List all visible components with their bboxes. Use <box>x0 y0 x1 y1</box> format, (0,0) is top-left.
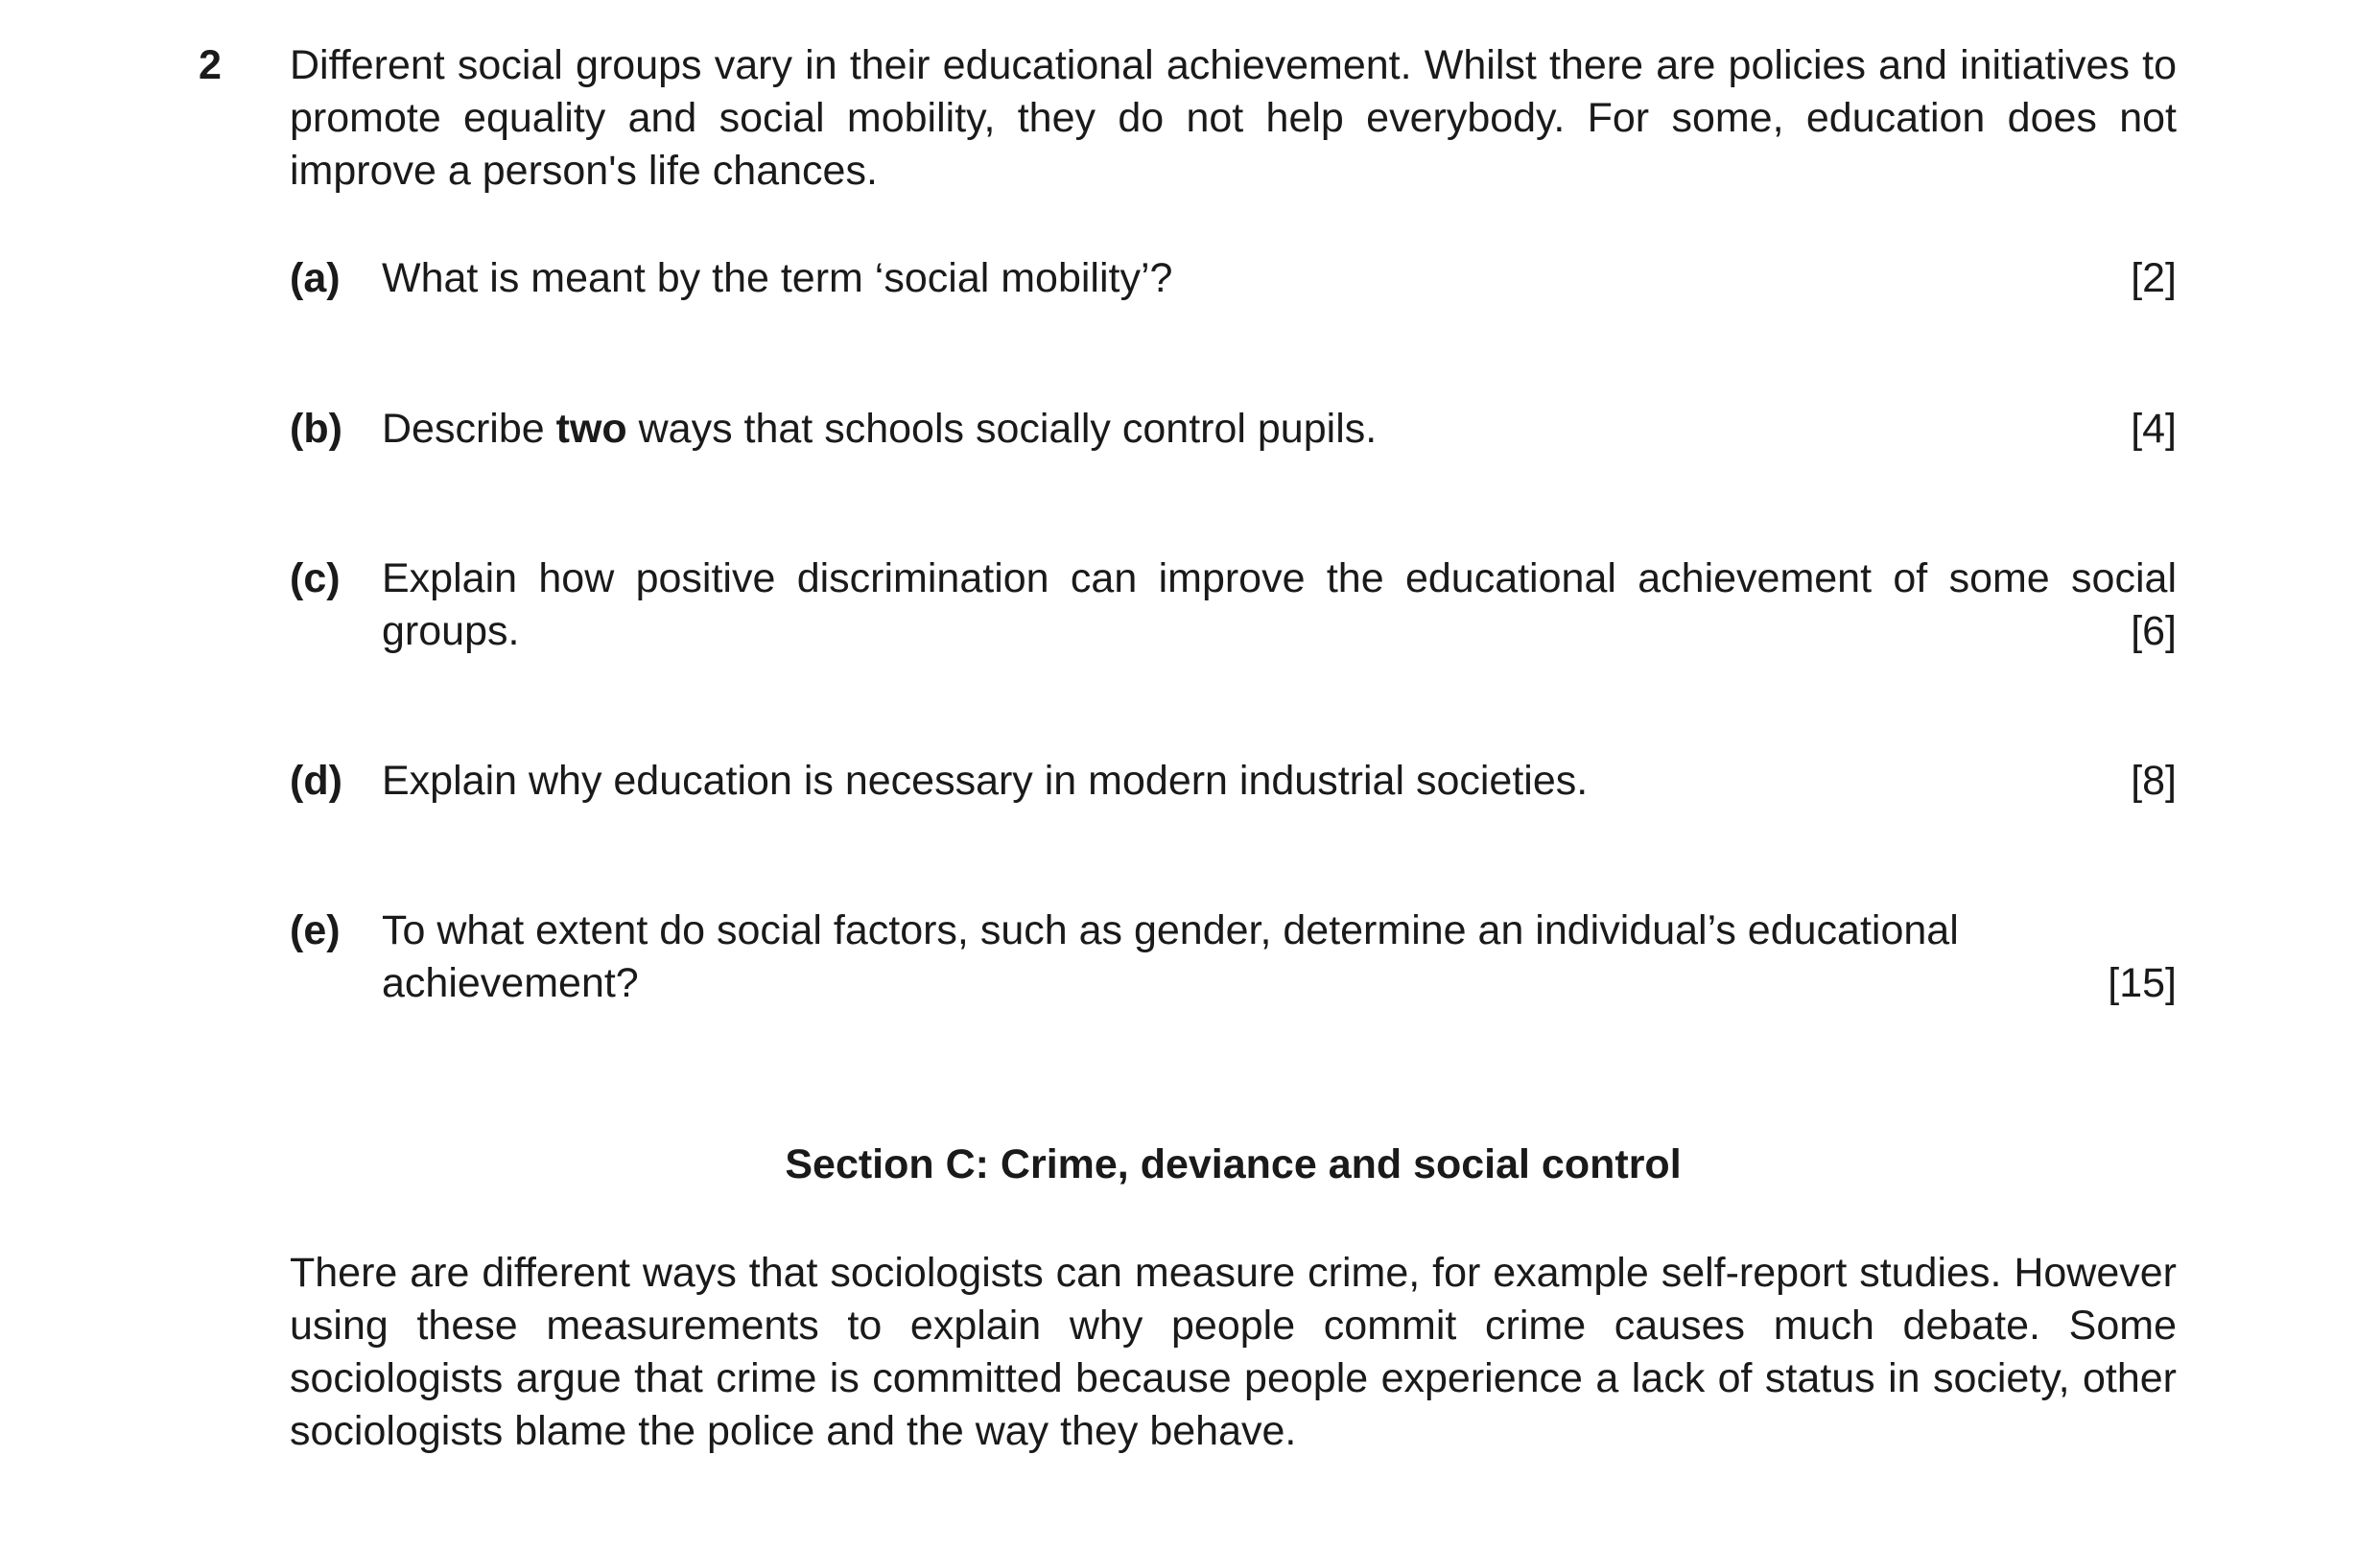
sub-question-text: Explain how positive discrimination can improve the educational achievement of some social groups. <box>382 555 2177 654</box>
marks-allocation: [8] <box>2131 758 2177 804</box>
question-number: 2 <box>199 42 222 88</box>
sub-question-text: Explain why education is necessary in modern industrial societies. <box>382 758 1589 804</box>
marks-allocation: [4] <box>2131 406 2177 452</box>
question-intro: Different social groups vary in their educational achievement. Whilst there are policies and initiatives to promote equality and social mobility, they do not help everybody. For some, education does not improve a person's life chances. <box>290 42 2177 194</box>
marks-allocation: [6] <box>2131 608 2177 654</box>
marks-allocation: [2] <box>2131 255 2177 301</box>
sub-question-label: (d) <box>290 758 342 804</box>
sub-question-label: (b) <box>290 406 342 452</box>
section-heading: Section C: Crime, deviance and social control <box>785 1141 1682 1187</box>
section-intro: There are different ways that sociologists can measure crime, for example self-report studies. However using these measurements to explain why people commit crime causes much debate. Some sociologists argue that crime is committed because people experience a lack of status in society, other sociologists blame the police and the way they behave. <box>290 1250 2177 1454</box>
emphasis-two: two <box>555 406 627 452</box>
sub-question-text: Describe two ways that schools socially control pupils. <box>382 406 1378 452</box>
sub-question-label: (e) <box>290 907 341 953</box>
sub-question-label: (a) <box>290 255 341 301</box>
sub-question-text: To what extent do social factors, such as gender, determine an individual’s educational achievement? <box>382 907 1959 1006</box>
marks-allocation: [15] <box>2108 960 2177 1006</box>
sub-question-label: (c) <box>290 555 341 601</box>
sub-question-text: What is meant by the term ‘social mobility’? <box>382 255 1173 301</box>
